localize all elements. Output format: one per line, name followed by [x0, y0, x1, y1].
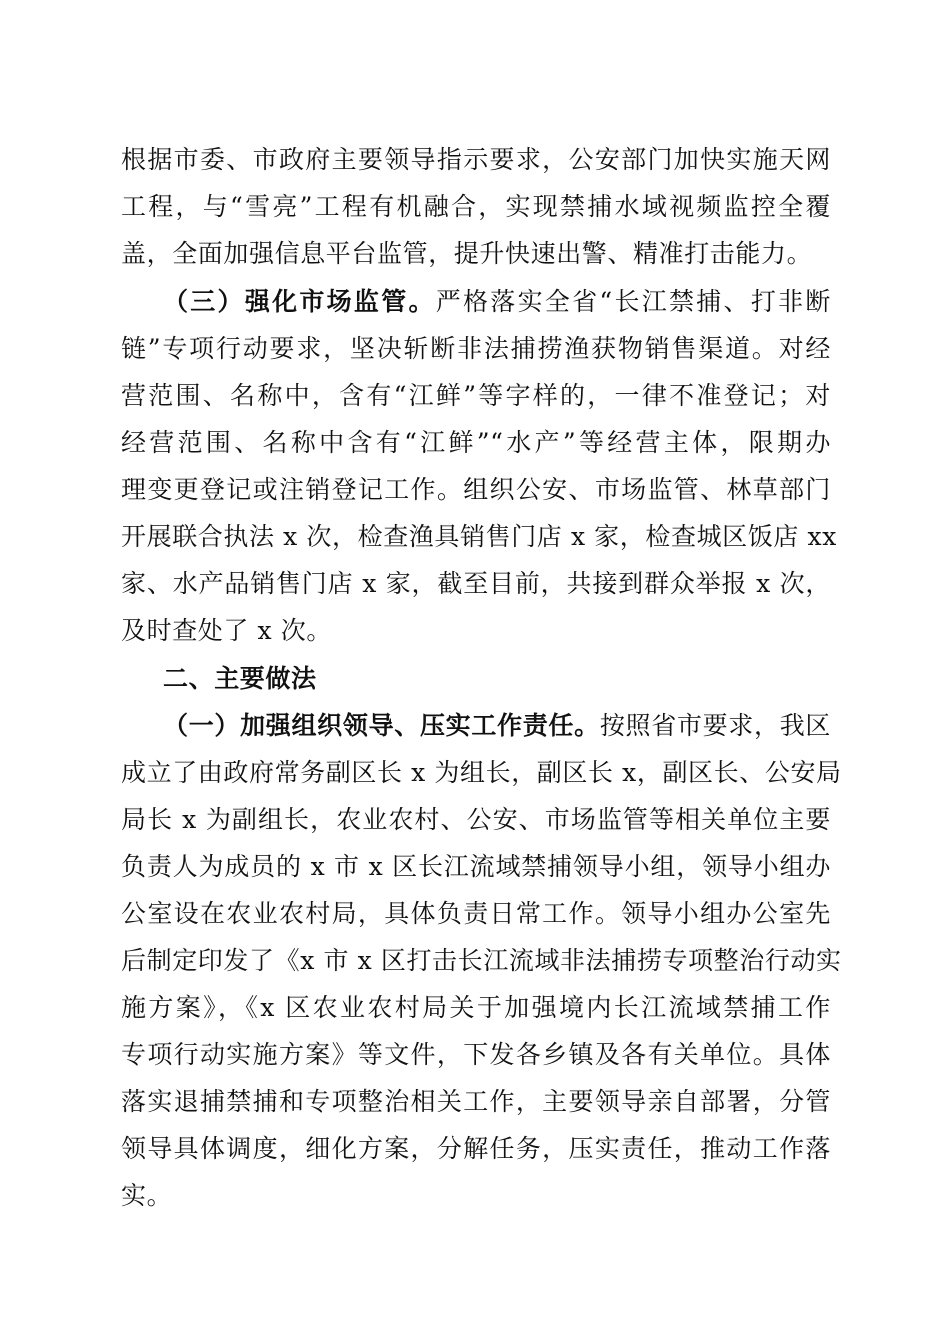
section-heading-main-practices: 二、主要做法 — [163, 664, 317, 693]
body-line: 理变更登记或注销登记工作。组织公安、市场监管、林草部门 — [121, 475, 831, 504]
body-line: 经营范围、名称中含有“江鲜”“水产”等经营主体，限期办 — [121, 428, 831, 457]
body-line: 盖，全面加强信息平台监管，提升快速出警、精准打击能力。 — [121, 239, 813, 268]
body-text: 严格落实全省“长江禁捕、打非断 — [435, 287, 831, 316]
body-line: 开展联合执法 x 次，检查渔具销售门店 x 家，检查城区饭店 xx — [121, 522, 837, 551]
body-line: 施方案》，《x 区农业农村局关于加强境内长江流域禁捕工作 — [121, 993, 831, 1022]
body-line: 后制定印发了《x 市 x 区打击长江流域非法捕捞专项整治行动实 — [121, 946, 842, 975]
section-heading-market-supervision: （三）强化市场监管。 — [163, 287, 436, 316]
body-line: 及时查处了 x 次。 — [121, 616, 332, 645]
body-line: 落实退捕禁捕和专项整治相关工作，主要领导亲自部署，分管 — [121, 1087, 831, 1116]
paragraph-3-first-line — [163, 282, 831, 322]
body-line: 专项行动实施方案》等文件，下发各乡镇及各有关单位。具体 — [121, 1040, 831, 1069]
body-line: 负责人为成员的 x 市 x 区长江流域禁捕领导小组，领导小组办 — [121, 852, 831, 881]
section-heading-organization: （一）加强组织领导、压实工作责任。 — [163, 711, 600, 740]
body-line: 领导具体调度，细化方案，分解任务，压实责任，推动工作落 — [121, 1134, 831, 1163]
body-line: 根据市委、市政府主要领导指示要求，公安部门加快实施天网 — [121, 145, 831, 174]
body-line: 成立了由政府常务副区长 x 为组长，副区长 x，副区长、公安局 — [121, 758, 842, 787]
body-line: 营范围、名称中，含有“江鲜”等字样的，一律不准登记；对 — [121, 381, 831, 410]
body-line: 工程，与“雪亮”工程有机融合，实现禁捕水域视频监控全覆 — [121, 192, 831, 221]
paragraph-1-first-line — [163, 706, 831, 746]
body-line: 局长 x 为副组长，农业农村、公安、市场监管等相关单位主要 — [121, 805, 831, 834]
body-line: 公室设在农业农村局，具体负责日常工作。领导小组办公室先 — [121, 899, 831, 928]
body-line: 家、水产品销售门店 x 家，截至目前，共接到群众举报 x 次， — [121, 569, 831, 598]
body-line: 链”专项行动要求，坚决斩断非法捕捞渔获物销售渠道。对经 — [121, 334, 831, 363]
body-text: 按照省市要求，我区 — [599, 711, 831, 740]
body-line: 实。 — [121, 1181, 173, 1210]
